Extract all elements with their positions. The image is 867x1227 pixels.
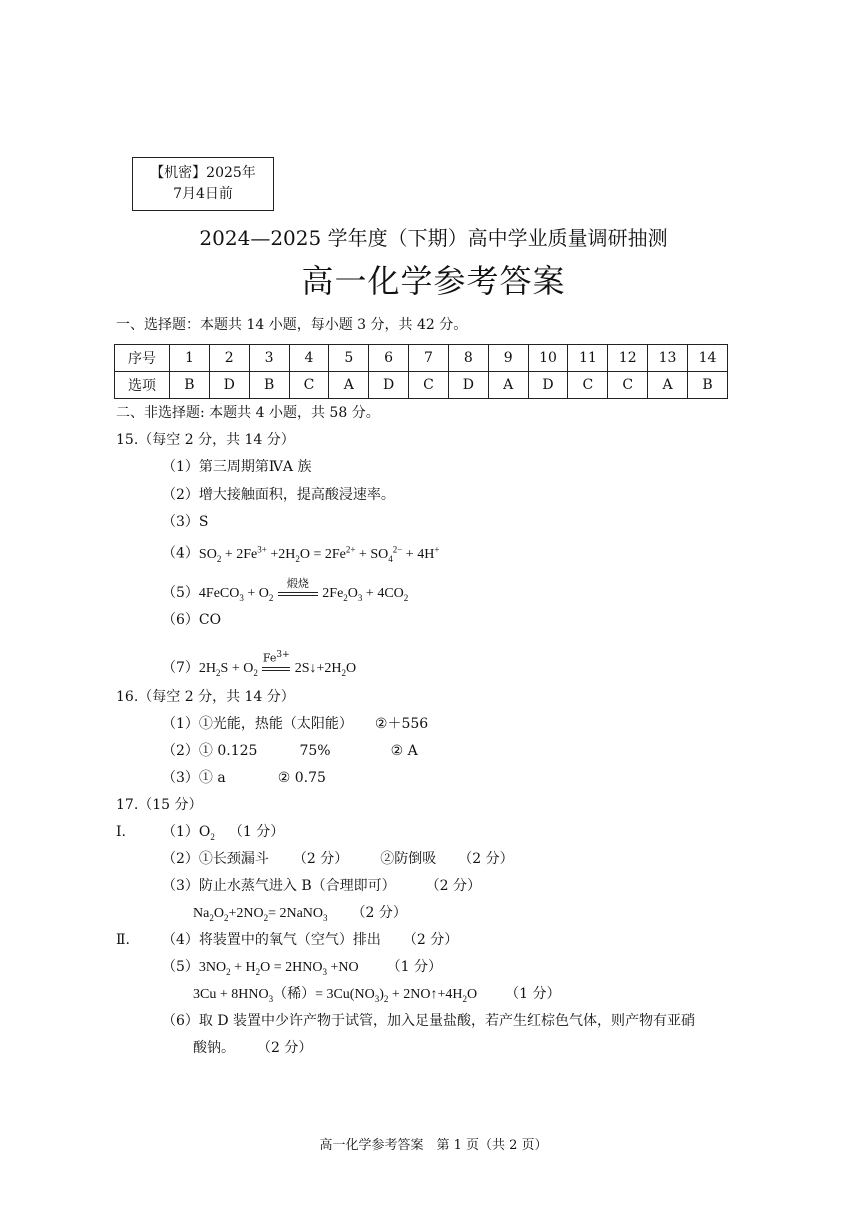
- q16-header: 16.（每空 2 分，共 14 分）: [116, 689, 295, 705]
- table-cell: 10: [528, 345, 568, 372]
- answer-table: [114, 344, 728, 399]
- table-cell: A: [488, 372, 528, 399]
- table-cell: B: [170, 372, 210, 399]
- q15-answer-4-label: （4）: [162, 545, 199, 562]
- table-cell: B: [249, 372, 289, 399]
- q15-answer-7: [162, 650, 357, 683]
- table-cell: 1: [170, 345, 210, 372]
- score: （2 分）: [402, 932, 459, 948]
- table-row-numbers: [115, 345, 728, 372]
- q15-answer-1: （1）第三周期第ⅣA 族: [162, 459, 312, 475]
- q15-header: 15.（每空 2 分，共 14 分）: [116, 432, 295, 448]
- row-label-number: 序号: [115, 345, 170, 372]
- table-cell: A: [329, 372, 369, 399]
- score: （2 分）: [257, 1040, 313, 1056]
- q15-answer-5-label: （5）: [162, 585, 199, 601]
- reaction-arrow: [262, 650, 290, 671]
- q16-answer-1-part-2: ②＋556: [374, 716, 429, 732]
- table-cell: D: [528, 372, 568, 399]
- equation: 4FeCO$_3$ + $O_2$: [198, 586, 274, 603]
- q15-answer-7-label: （7）: [162, 660, 199, 676]
- table-cell: 14: [687, 345, 727, 372]
- reaction-condition: 煅烧: [286, 577, 309, 590]
- section2-heading: 二、非选择题: 本题共 4 小题，共 58 分。: [116, 405, 380, 421]
- equation: $3Cu + 8HNO_3$（稀）= $3Cu(NO_3)_2$ + $2NO↑+4H_2O$: [193, 987, 478, 1004]
- q17-answer-6-line-1: （6）取 D 装置中少许产物于试管，加入足量盐酸，若产生红棕色气体，则产物有亚硝: [162, 1013, 696, 1029]
- equation: $3NO_2 + H_2O = 2HNO_3 +NO$: [198, 960, 359, 977]
- q17-answer-3-equation: [193, 903, 407, 928]
- table-cell: 5: [329, 345, 369, 372]
- catalyst-label: $Fe^{3+}$: [262, 650, 290, 665]
- score: （2 分）: [458, 851, 514, 867]
- table-cell: D: [448, 372, 488, 399]
- score: （1 分）: [228, 824, 285, 840]
- table-cell: C: [608, 372, 648, 399]
- table-cell: C: [409, 372, 449, 399]
- score: （2 分）: [292, 851, 349, 867]
- equation: $2S↓+2H_2O$: [294, 661, 357, 678]
- q17-answer-6-text: 酸钠。: [193, 1040, 235, 1056]
- q17-answer-5: [162, 957, 442, 982]
- score: （1 分）: [386, 959, 442, 975]
- q15-answer-3: （3）S: [162, 514, 209, 530]
- table-row-answers: [115, 372, 728, 399]
- q16-answer-2-part-3: ② A: [390, 743, 418, 759]
- row-label-answer: 选项: [115, 372, 170, 399]
- q17-answer-5-label: （5）: [162, 959, 199, 975]
- q16-answer-1-part-1: （1）①光能，热能（太阳能）: [162, 716, 353, 732]
- q17-part-1-label: Ⅰ.: [116, 824, 126, 840]
- q16-answer-3-part-2: ② 0.75: [277, 770, 326, 786]
- table-cell: 12: [608, 345, 648, 372]
- table-cell: 4: [289, 345, 329, 372]
- q17-answer-2-part-1: （2）①长颈漏斗: [162, 851, 269, 867]
- q16-answer-3-part-1: （3）① a: [162, 770, 226, 786]
- q17-answer-4: [162, 930, 458, 950]
- confidential-stamp: [132, 157, 274, 211]
- q17-answer-1-text: （1）O: [162, 824, 211, 840]
- score: （2 分）: [425, 878, 482, 894]
- table-cell: A: [648, 372, 688, 399]
- q17-answer-2-part-2: ②防倒吸: [380, 851, 437, 867]
- equation: $SO_2 + 2Fe^{3+} +2H_2O = 2Fe^{2+} + SO_4^{2-} + 4H^+$: [198, 544, 440, 564]
- q15-answer-5: [162, 577, 409, 608]
- q17-answer-4-text: （4）将装置中的氧气（空气）排出: [162, 932, 381, 948]
- table-cell: D: [369, 372, 409, 399]
- q16-answer-2: [162, 741, 418, 761]
- q17-answer-3-text: （3）防止水蒸气进入 B（合理即可）: [162, 878, 396, 894]
- score: （1 分）: [505, 986, 561, 1002]
- confidential-line-2: 7月4日前: [173, 186, 233, 202]
- q17-answer-5-equation-2: [193, 984, 560, 1009]
- table-cell: D: [209, 372, 249, 399]
- q17-answer-3: [162, 876, 481, 896]
- table-cell: B: [687, 372, 727, 399]
- table-cell: 3: [249, 345, 289, 372]
- page-footer: 高一化学参考答案 第 1 页（共 2 页）: [319, 1138, 548, 1153]
- section1-heading: 一、选择题：本题共 14 小题，每小题 3 分，共 42 分。: [116, 317, 468, 333]
- reaction-arrow: [278, 577, 318, 596]
- table-cell: 11: [568, 345, 608, 372]
- score: （2 分）: [351, 905, 407, 921]
- table-cell: 8: [448, 345, 488, 372]
- table-cell: 7: [409, 345, 449, 372]
- q17-header: 17.（15 分）: [116, 797, 203, 813]
- equation: $Na_2O_2+2NO_2=$ 2NaNO$_3$: [193, 906, 328, 923]
- table-cell: 9: [488, 345, 528, 372]
- table-cell: C: [289, 372, 329, 399]
- q16-answer-2-part-2: 75%: [299, 743, 331, 759]
- q17-answer-2: [162, 849, 514, 869]
- q15-answer-6: （6）CO: [162, 612, 222, 628]
- q16-answer-1: [162, 714, 428, 734]
- q17-answer-1: $(1)O_2$ （1 分）: [162, 824, 285, 842]
- table-cell: 13: [648, 345, 688, 372]
- page-title: 高一化学参考答案: [301, 262, 566, 300]
- table-cell: 2: [209, 345, 249, 372]
- equation: $2Fe_2O_3 + 4CO_2$: [322, 586, 409, 603]
- q17-answer-6-line-2: [193, 1038, 312, 1058]
- q17-part-2-label: Ⅱ.: [116, 932, 130, 948]
- q16-answer-2-part-1: （2）① 0.125: [162, 743, 258, 759]
- confidential-line-1: 【机密】2025年: [150, 165, 256, 181]
- table-cell: C: [568, 372, 608, 399]
- equation: $2H_2S + O_2$: [198, 661, 258, 678]
- table-cell: 6: [369, 345, 409, 372]
- exam-subtitle: 2024—2025 学年度（下期）高中学业质量调研抽测: [199, 226, 668, 250]
- q15-answer-2: （2）增大接触面积，提高酸浸速率。: [162, 487, 395, 503]
- q16-answer-3: [162, 768, 326, 788]
- q15-answer-4: [162, 539, 439, 568]
